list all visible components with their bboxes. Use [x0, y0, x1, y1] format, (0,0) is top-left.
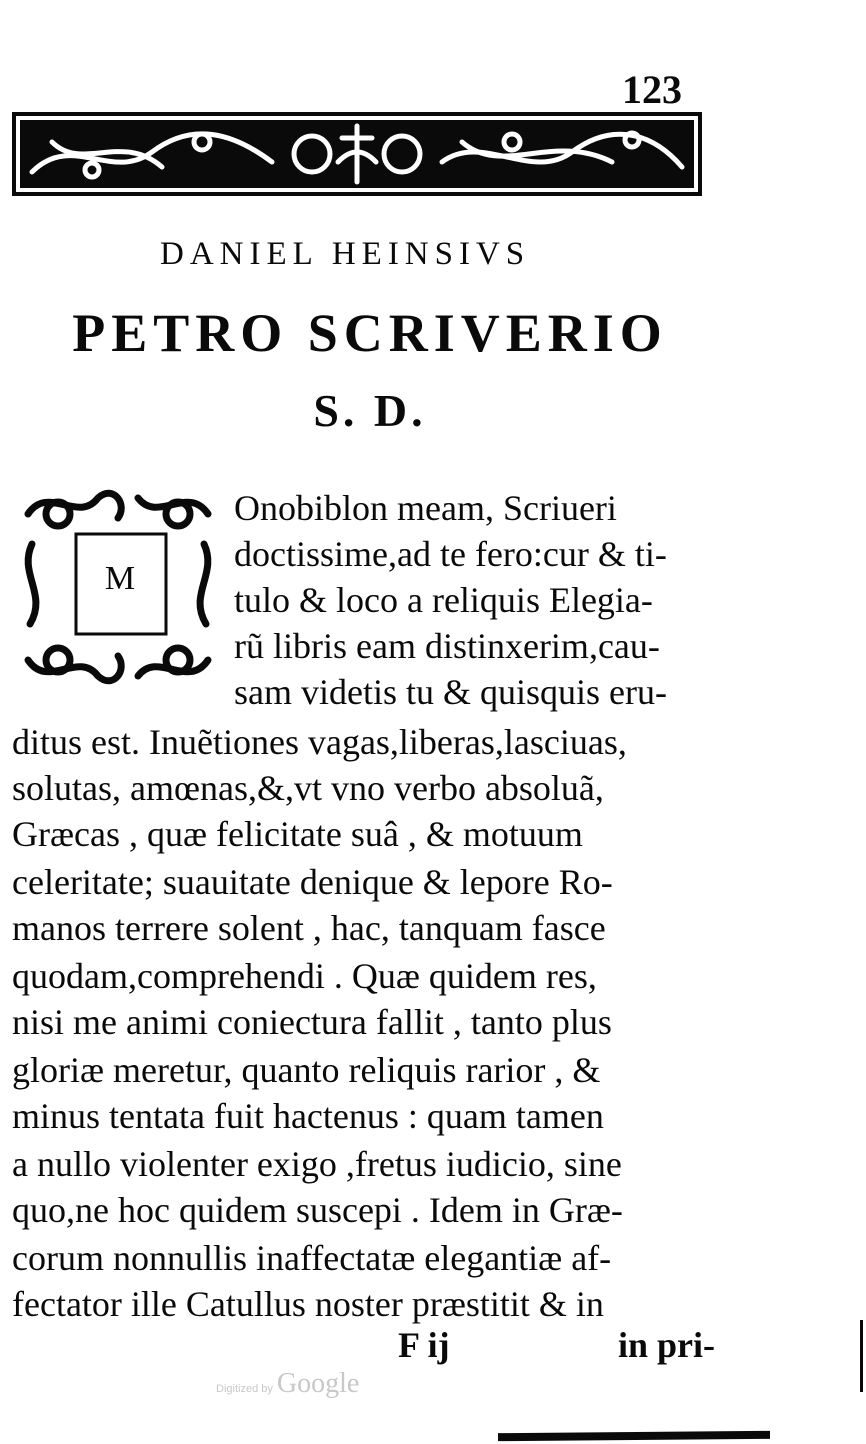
text-line: solutas, amœnas,&,vt vno verbo absoluã,: [12, 768, 604, 808]
watermark-brand: Google: [276, 1368, 360, 1399]
initial-letter: M: [104, 560, 136, 597]
text-line: doctissime,ad te fero:cur & ti-: [234, 534, 667, 574]
text-line: Onobiblon meam, Scriueri: [234, 488, 617, 528]
text-line: Græcas , quæ felicitate suâ , & motuum: [12, 814, 583, 854]
text-line: quodam,comprehendi . Quæ quidem res,: [12, 956, 597, 996]
text-line: manos terrere solent , hac, tanquam fasce: [12, 908, 606, 948]
text-line: minus tentata fuit hactenus : quam tamen: [12, 1096, 604, 1136]
text-line: rũ libris eam distinxerim,cau-: [234, 626, 660, 666]
text-line: quo,ne hoc quidem suscepi . Idem in Græ-: [12, 1190, 623, 1230]
text-line: gloriæ meretur, quanto reliquis rarior , &: [12, 1050, 601, 1090]
text-line: tulo & loco a reliquis Elegia-: [234, 580, 653, 620]
text-line: celeritate; suauitate denique & lepore Ro-: [12, 862, 613, 902]
ornamental-headpiece: [12, 112, 702, 196]
google-watermark: [216, 1368, 359, 1400]
catchword: in pri-: [618, 1325, 716, 1365]
text-line: corum nonnullis inaffectatæ elegantiæ af-: [12, 1238, 612, 1278]
bottom-edge-rule: [498, 1431, 770, 1441]
signature-mark: F ij: [398, 1325, 450, 1365]
text-line: a nullo violenter exigo ,fretus iudicio, sine: [12, 1144, 622, 1184]
salutation: S. D.: [313, 385, 427, 436]
text-line: sam videtis tu & quisquis eru-: [234, 672, 667, 712]
recipient-title: PETRO SCRIVERIO: [72, 303, 668, 363]
page-number: 123: [622, 67, 682, 112]
text-line: nisi me animi coniectura fallit , tanto plus: [12, 1002, 612, 1042]
watermark-prefix: Digitized by: [216, 1383, 273, 1395]
text-line: ditus est. Inuẽtiones vagas,liberas,lasciuas,: [12, 722, 627, 762]
author-heading: DANIEL HEINSIVS: [160, 236, 531, 272]
page-edge-mark: [860, 1320, 863, 1392]
text-line: fectator ille Catullus noster præstitit & in: [12, 1284, 604, 1324]
